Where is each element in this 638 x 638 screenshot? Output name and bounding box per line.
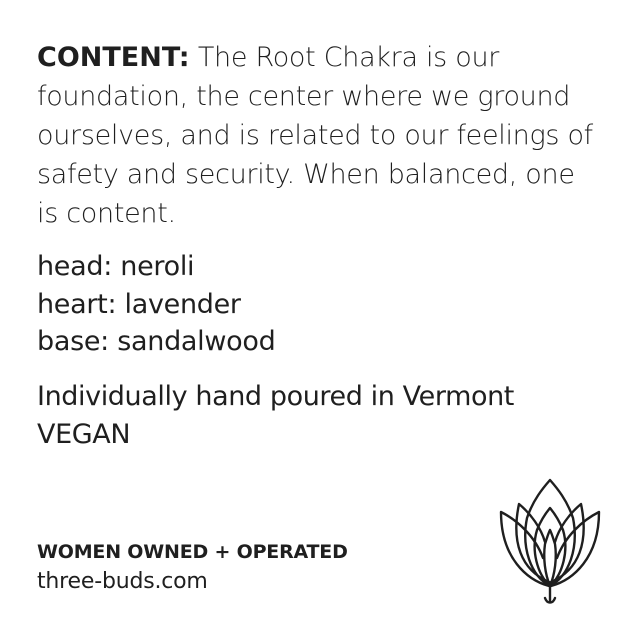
base-note: base: sandalwood [37,326,276,357]
head-note: head: neroli [37,251,195,282]
lotus-bud-icon [497,478,603,610]
hand-poured-text: Individually hand poured in Vermont [37,381,514,412]
vegan-text: VEGAN [37,419,131,450]
description-text: The Root Chakra is our foundation, the center where we ground ourselves, and is related to our feelings of safety and security. When balanced, one is content. [37,42,593,229]
footer [37,538,348,598]
description-lead: CONTENT: [37,42,190,73]
heart-note: heart: lavender [37,288,241,320]
ownership-statement: WOMEN OWNED + OPERATED [37,541,348,563]
origin-info [37,378,514,454]
scent-notes [37,248,275,361]
website-link[interactable]: three-buds.com [37,569,208,594]
product-description [37,38,597,233]
